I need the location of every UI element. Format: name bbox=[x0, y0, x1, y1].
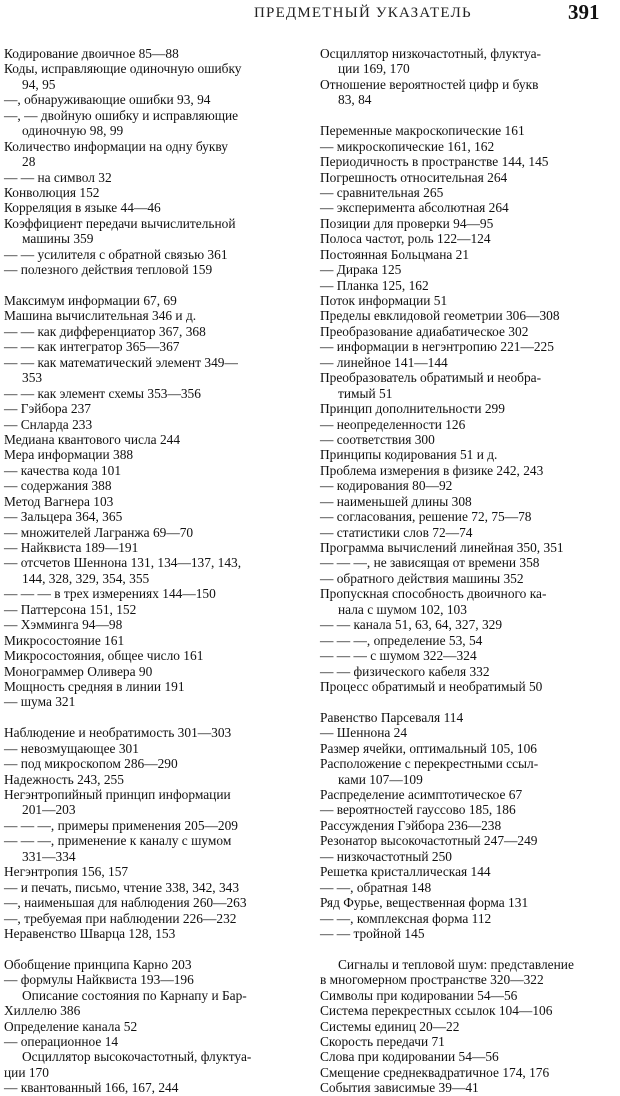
index-entry: Слова при кодировании 54—56 bbox=[320, 1049, 499, 1065]
index-entry: Система перекрестных ссылок 104—106 bbox=[320, 1003, 553, 1019]
index-column-left bbox=[4, 46, 306, 1096]
section-gap bbox=[4, 278, 306, 293]
index-entry: Равенство Парсеваля 114 bbox=[320, 709, 464, 725]
index-entry: — вероятностей гауссово 185, 186 bbox=[320, 802, 516, 818]
index-entry: Символы при кодировании 54—56 bbox=[320, 987, 518, 1003]
index-entry: —, — двойную ошибку и исправляющие bbox=[4, 107, 239, 123]
index-entry-continuation: 353 bbox=[22, 370, 43, 386]
section-gap bbox=[320, 941, 618, 956]
index-entry: Смещение среднеквадратичное 174, 176 bbox=[320, 1064, 550, 1080]
index-entry: — Шеннона 24 bbox=[320, 725, 408, 741]
index-entry: Программа вычислений линейная 350, 351 bbox=[320, 540, 564, 555]
index-entry: — — физического кабеля 332 bbox=[320, 663, 490, 679]
index-entry: Микросостояние 161 bbox=[4, 632, 125, 648]
index-entry: — отсчетов Шеннона 131, 134—137, 143, bbox=[4, 555, 242, 571]
index-entry: Хиллелю 386 bbox=[4, 1003, 81, 1019]
index-entry: Микросостояния, общее число 161 bbox=[4, 648, 204, 664]
index-entry: Осциллятор низкочастотный, флуктуа- bbox=[320, 46, 542, 61]
index-entry-continuation: тимый 51 bbox=[338, 385, 393, 401]
index-entry: Машина вычислительная 346 и д. bbox=[4, 308, 197, 324]
index-entry: — содержания 388 bbox=[4, 478, 112, 494]
index-entry: Пропускная способность двоичного ка- bbox=[320, 586, 547, 602]
index-entry: Ряд Фурье, вещественная форма 131 bbox=[320, 895, 529, 911]
index-entry: — Паттерсона 151, 152 bbox=[4, 601, 137, 617]
index-entry: — Зальцера 364, 365 bbox=[4, 509, 123, 525]
index-entry: в многомерном пространстве 320—322 bbox=[320, 972, 544, 988]
index-entry: Негэнтропийный принцип информации bbox=[4, 787, 231, 802]
index-entry: — — —, не зависящая от времени 358 bbox=[320, 555, 540, 571]
index-entry: Преобразователь обратимый и необра- bbox=[320, 370, 542, 386]
index-entry: — согласования, решение 72, 75—78 bbox=[320, 509, 532, 525]
page-header bbox=[0, 0, 620, 36]
index-entry: Коэффициент передачи вычислительной bbox=[4, 215, 236, 231]
index-entry: — — — с шумом 322—324 bbox=[320, 648, 477, 664]
index-entry: Негэнтропия 156, 157 bbox=[4, 864, 129, 880]
index-entry: Корреляция в языке 44—46 bbox=[4, 200, 161, 216]
index-entry-continuation: ками 107—109 bbox=[338, 771, 423, 787]
index-entry: — низкочастотный 250 bbox=[320, 848, 452, 864]
index-entry: Определение канала 52 bbox=[4, 1018, 138, 1034]
index-entry: — наименьшей длины 308 bbox=[320, 493, 472, 509]
section-gap bbox=[320, 108, 618, 123]
index-column-right bbox=[320, 46, 618, 1096]
index-entry: — Дирака 125 bbox=[320, 262, 402, 278]
index-entry: — — как интегратор 365—367 bbox=[4, 339, 180, 355]
index-entry: Системы единиц 20—22 bbox=[320, 1018, 460, 1034]
index-entry: — — как математический элемент 349— bbox=[4, 354, 238, 370]
index-entry-continuation: 201—203 bbox=[22, 802, 76, 818]
index-entry: Принципы кодирования 51 и д. bbox=[320, 447, 498, 463]
index-entry: — Хэмминга 94—98 bbox=[4, 617, 123, 633]
index-entry: —, обнаруживающие ошибки 93, 94 bbox=[4, 92, 211, 108]
index-entry: — соответствия 300 bbox=[320, 431, 435, 447]
index-entry: — множителей Лагранжа 69—70 bbox=[4, 524, 194, 540]
index-entry: Наблюдение и необратимость 301—303 bbox=[4, 725, 232, 741]
index-entry: Мощность средняя в линии 191 bbox=[4, 678, 185, 694]
index-entry: Конволюция 152 bbox=[4, 184, 100, 200]
index-entry: — Найквиста 189—191 bbox=[4, 540, 139, 555]
index-entry: Проблема измерения в физике 242, 243 bbox=[320, 462, 544, 478]
index-entry: ции 170 bbox=[4, 1064, 49, 1080]
index-entry: — неопределенности 126 bbox=[320, 416, 466, 432]
index-entry: Процесс обратимый и необратимый 50 bbox=[320, 678, 543, 694]
page-number: 391 bbox=[568, 0, 600, 24]
index-entry: — — —, примеры применения 205—209 bbox=[4, 817, 239, 833]
index-entry: — качества кода 101 bbox=[4, 462, 122, 478]
index-entry: — сравнительная 265 bbox=[320, 184, 444, 200]
index-entry-continuation: 331—334 bbox=[22, 848, 76, 864]
index-entry: — операционное 14 bbox=[4, 1034, 119, 1049]
index-entry: События зависимые 39—41 bbox=[320, 1080, 479, 1096]
index-entry: — кодирования 80—92 bbox=[320, 478, 453, 494]
index-entry: — невозмущающее 301 bbox=[4, 740, 139, 756]
index-entry: Кодирование двоичное 85—88 bbox=[4, 46, 179, 61]
index-entry: — — усилителя с обратной связью 361 bbox=[4, 246, 228, 262]
index-entry: Полоса частот, роль 122—124 bbox=[320, 231, 491, 247]
section-gap bbox=[320, 694, 618, 709]
index-entry: Периодичность в пространстве 144, 145 bbox=[320, 154, 549, 170]
index-entry: Принцип дополнительности 299 bbox=[320, 401, 505, 417]
index-entry: — информации в негэнтропию 221—225 bbox=[320, 339, 554, 355]
index-entry: Неравенство Шварца 128, 153 bbox=[4, 925, 176, 941]
index-entry: —, требуемая при наблюдении 226—232 bbox=[4, 910, 237, 926]
index-entry: — формулы Найквиста 193—196 bbox=[4, 972, 194, 988]
index-entry-continuation: Сигналы и тепловой шум: представление bbox=[338, 956, 574, 972]
index-entry-continuation: 94, 95 bbox=[22, 76, 56, 92]
index-entry: Решетка кристаллическая 144 bbox=[320, 864, 491, 880]
index-entry: Медиана квантового числа 244 bbox=[4, 431, 181, 447]
index-entry: — под микроскопом 286—290 bbox=[4, 756, 178, 772]
index-entry: — — —, применение к каналу с шумом bbox=[4, 833, 232, 849]
index-entry: — и печать, письмо, чтение 338, 342, 343 bbox=[4, 879, 240, 895]
index-entry-continuation: 83, 84 bbox=[338, 92, 372, 108]
section-gap bbox=[4, 941, 306, 956]
index-entry: Максимум информации 67, 69 bbox=[4, 293, 177, 308]
index-entry: — Гэйбора 237 bbox=[4, 401, 91, 417]
index-entry: Количество информации на одну букву bbox=[4, 138, 228, 154]
index-entry: — микроскопические 161, 162 bbox=[320, 138, 495, 154]
index-entry: Погрешность относительная 264 bbox=[320, 169, 508, 185]
index-entry: Распределение асимптотическое 67 bbox=[320, 787, 523, 802]
index-entry: Обобщение принципа Карно 203 bbox=[4, 956, 192, 972]
index-entry: — — тройной 145 bbox=[320, 925, 425, 941]
running-title: ПРЕДМЕТНЫЙ УКАЗАТЕЛЬ bbox=[254, 5, 472, 21]
index-entry: Преобразование адиабатическое 302 bbox=[320, 323, 529, 339]
index-entry: — статистики слов 72—74 bbox=[320, 524, 473, 540]
index-entry: — эксперимента абсолютная 264 bbox=[320, 200, 509, 216]
index-entry: — — — в трех измерениях 144—150 bbox=[4, 586, 216, 602]
index-entry: Пределы евклидовой геометрии 306—308 bbox=[320, 308, 560, 324]
index-entry: Переменные макроскопические 161 bbox=[320, 123, 525, 139]
index-entry: —, наименьшая для наблюдения 260—263 bbox=[4, 895, 247, 911]
index-entry: — —, обратная 148 bbox=[320, 879, 432, 895]
index-entry: Размер ячейки, оптимальный 105, 106 bbox=[320, 740, 537, 756]
index-entry: — —, комплексная форма 112 bbox=[320, 910, 492, 926]
index-entry: — шума 321 bbox=[4, 694, 76, 710]
index-entry-continuation: машины 359 bbox=[22, 231, 94, 247]
index-entry: Монограммер Оливера 90 bbox=[4, 663, 153, 679]
index-entry: Скорость передачи 71 bbox=[320, 1034, 445, 1049]
index-entry: Отношение вероятностей цифр и букв bbox=[320, 76, 539, 92]
index-entry: Расположение с перекрестными ссыл- bbox=[320, 756, 539, 772]
index-entry: Позиции для проверки 94—95 bbox=[320, 215, 494, 231]
index-entry-continuation: одиночную 98, 99 bbox=[22, 123, 124, 139]
index-entry: — — на символ 32 bbox=[4, 169, 112, 185]
index-entry: — квантованный 166, 167, 244 bbox=[4, 1080, 179, 1096]
index-entry: — — как элемент схемы 353—356 bbox=[4, 385, 201, 401]
index-entry-continuation: 144, 328, 329, 354, 355 bbox=[22, 570, 150, 586]
index-entry: — обратного действия машины 352 bbox=[320, 570, 524, 586]
index-entry-continuation: нала с шумом 102, 103 bbox=[338, 601, 467, 617]
index-entry: Коды, исправляющие одиночную ошибку bbox=[4, 61, 242, 77]
index-entry-continuation: ции 169, 170 bbox=[338, 61, 410, 77]
index-entry: Постоянная Больцмана 21 bbox=[320, 246, 470, 262]
index-entry: Мера информации 388 bbox=[4, 447, 134, 463]
index-entry-continuation: Описание состояния по Карнапу и Бар- bbox=[22, 987, 247, 1003]
section-gap bbox=[4, 710, 306, 725]
index-entry: Поток информации 51 bbox=[320, 293, 448, 308]
index-entry: Метод Вагнера 103 bbox=[4, 493, 114, 509]
index-entry: — полезного действия тепловой 159 bbox=[4, 262, 213, 278]
index-entry: — Снларда 233 bbox=[4, 416, 93, 432]
index-entry-continuation: Осциллятор высокочастотный, флуктуа- bbox=[22, 1049, 252, 1065]
index-entry: Резонатор высокочастотный 247—249 bbox=[320, 833, 538, 849]
index-entry: Рассуждения Гэйбора 236—238 bbox=[320, 817, 502, 833]
index-entry-continuation: 28 bbox=[22, 154, 36, 170]
index-entry: Надежность 243, 255 bbox=[4, 771, 124, 787]
index-entry: — линейное 141—144 bbox=[320, 354, 448, 370]
index-entry: — — —, определение 53, 54 bbox=[320, 632, 483, 648]
index-entry: — — канала 51, 63, 64, 327, 329 bbox=[320, 617, 503, 633]
index-entry: — — как дифференциатор 367, 368 bbox=[4, 323, 206, 339]
index-entry: — Планка 125, 162 bbox=[320, 277, 429, 293]
